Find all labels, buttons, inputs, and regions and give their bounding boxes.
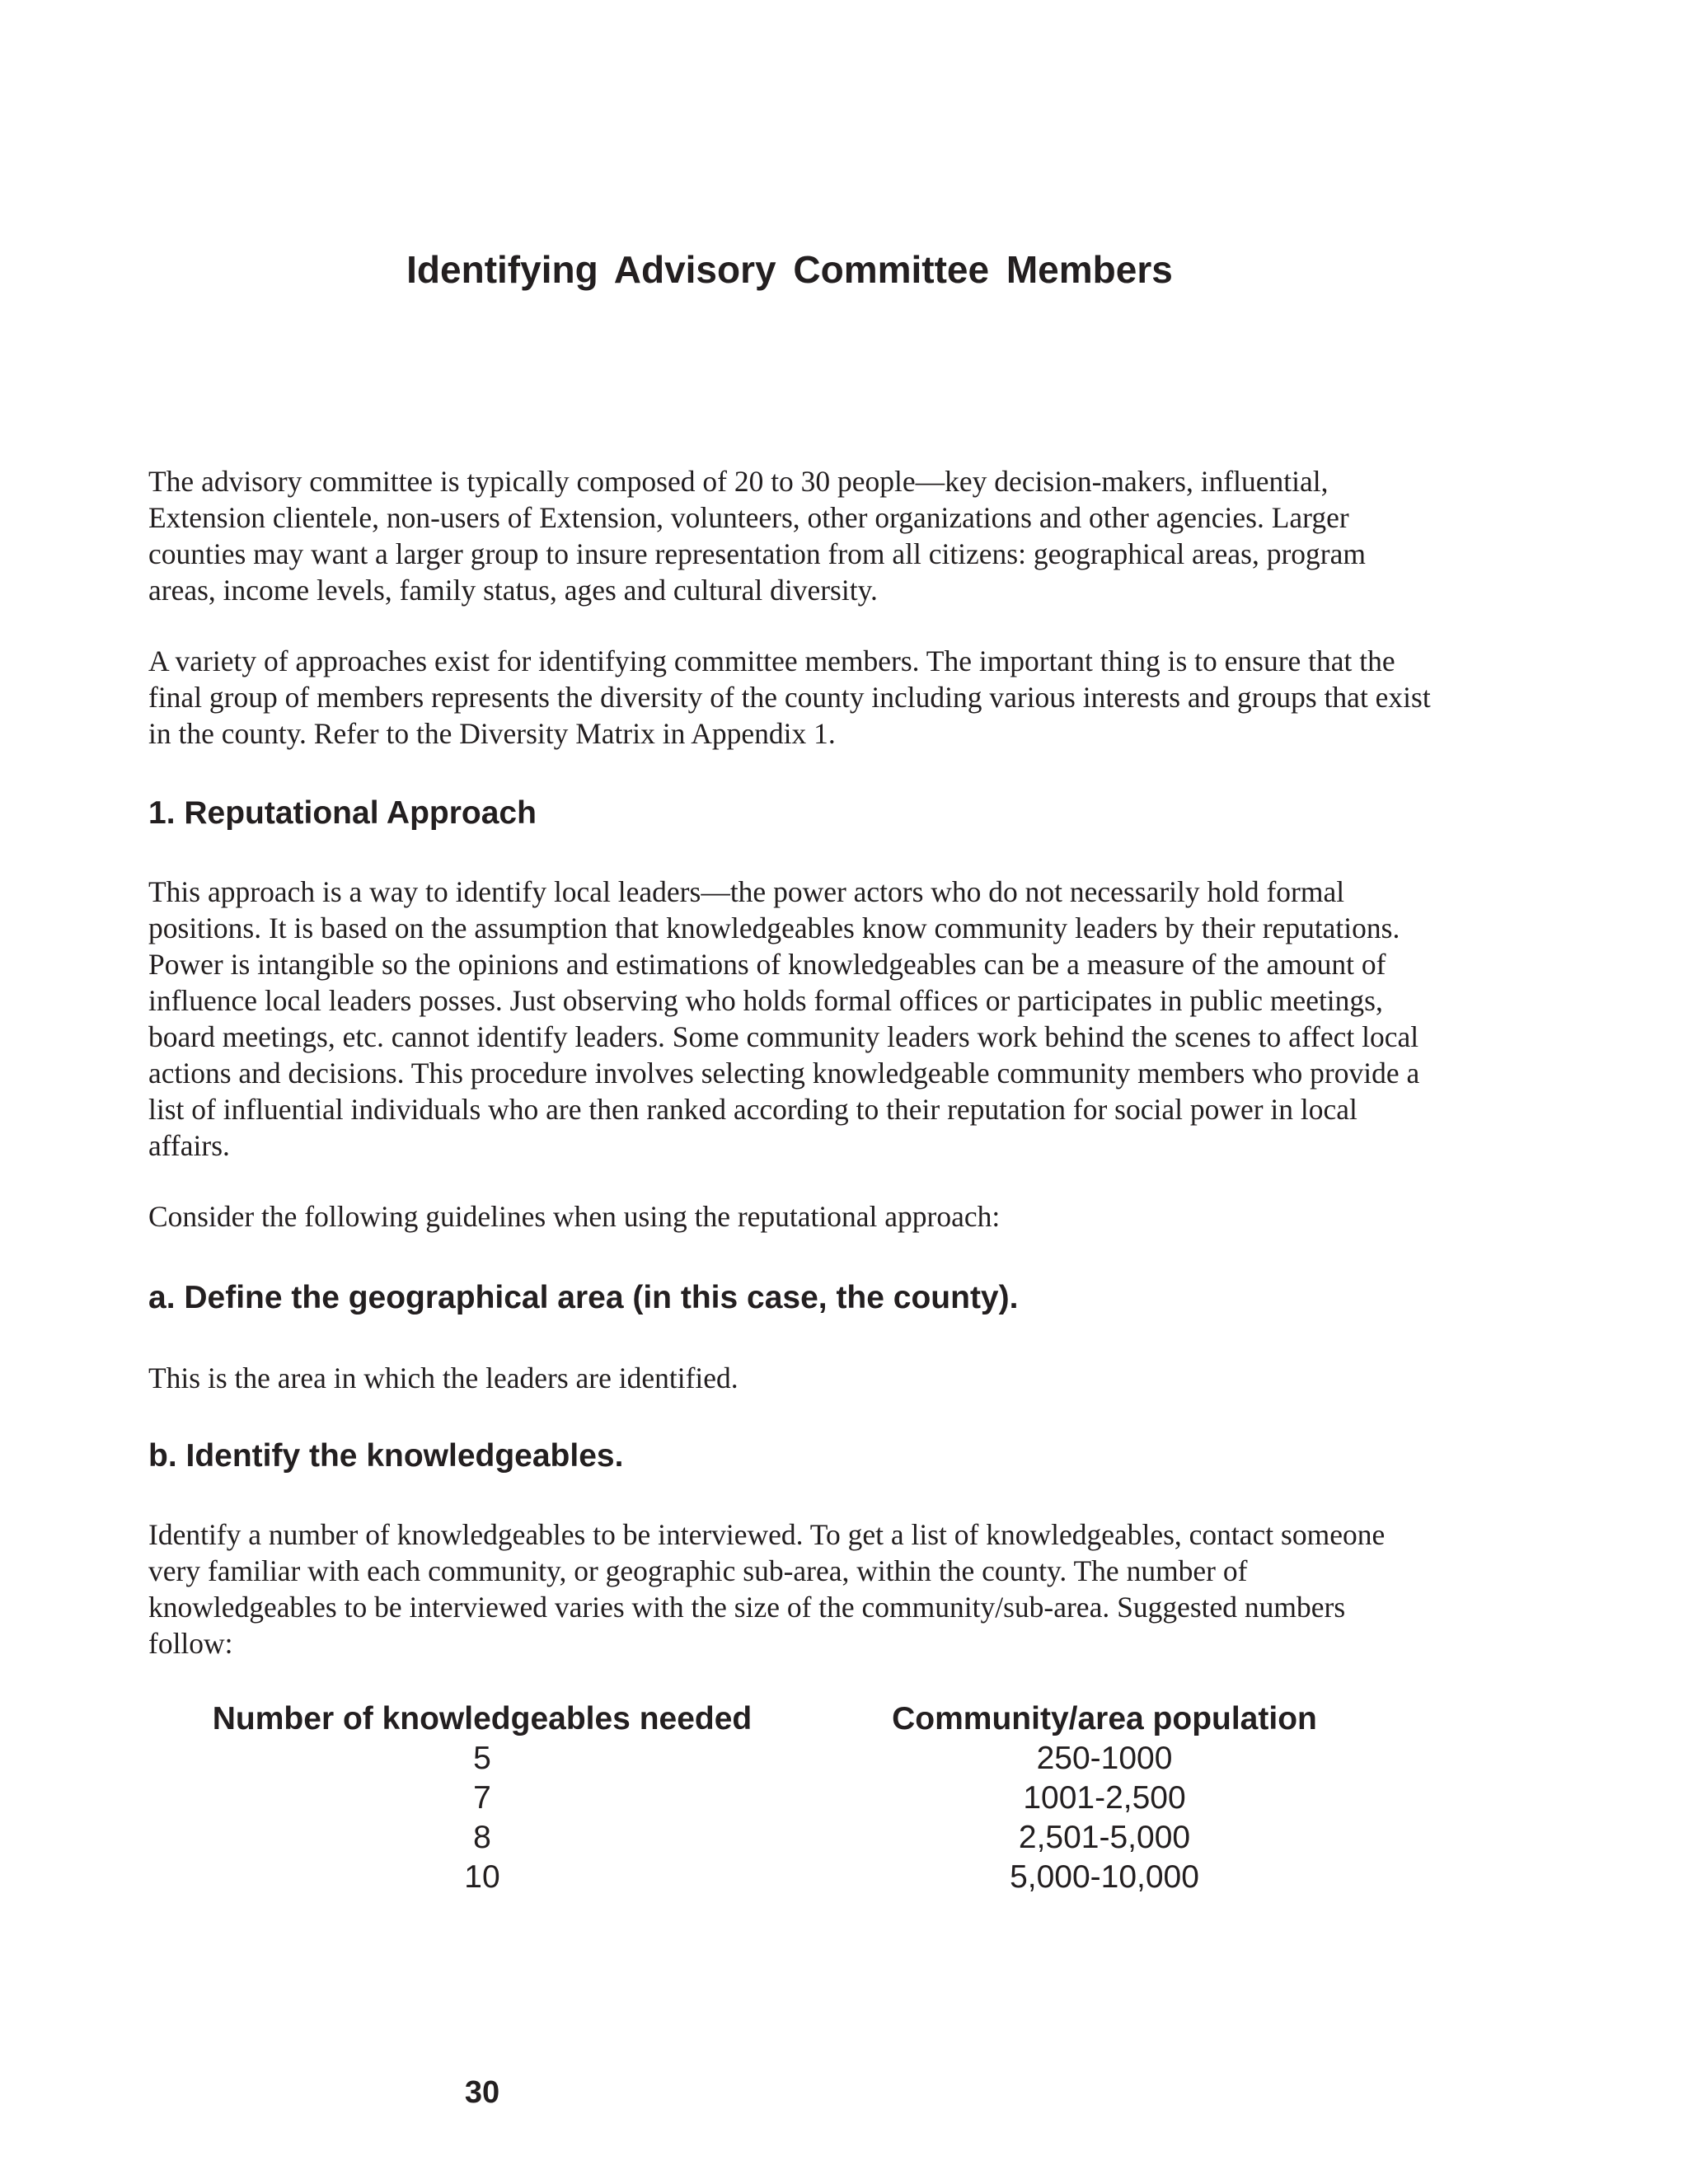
- step-a-heading: a. Define the geographical area (in this case, the county).: [148, 1280, 1019, 1315]
- page-title: Identifying Advisory Committee Members: [406, 248, 1173, 291]
- step-a-paragraph: This is the area in which the leaders are identified.: [148, 1361, 738, 1394]
- table-cell-knowledgeables: 7: [473, 1780, 491, 1816]
- step-b-paragraph: Identify a number of knowledgeables to be interviewed. To get a list of knowledgeables, contact someone very familiar with each community, or geographic sub-area, within the county. The number of knowledgeables to be interviewed varies with the size of the community/sub-area. Suggested numbers follow:: [148, 1518, 1386, 1660]
- table-cell-knowledgeables: 5: [473, 1741, 491, 1776]
- table-cell-population: 5,000-10,000: [1010, 1859, 1199, 1895]
- section-heading-reputational-approach: 1. Reputational Approach: [148, 795, 537, 831]
- reputational-approach-paragraph: This approach is a way to identify local leaders—the power actors who do not necessarily hold formal positions. It is based on the assumption that knowledgeables know community leaders by their reputations. Power is intangible so the opinions and estimations of knowledgeables can be a measure of the amount of influence local leaders posses. Just observing who holds formal offices or participates in public meetings, board meetings, etc. cannot identify leaders. Some community leaders work behind the scenes to affect local actions and decisions. This procedure involves selecting knowledgeable community members who provide a list of influential individuals who are then ranked according to their reputation for social power in local affairs.: [148, 875, 1420, 1162]
- intro-paragraph-2: A variety of approaches exist for identifying committee members. The important thing is to ensure that the final group of members represents the diversity of the county including various interests and groups that exist in the county. Refer to the Diversity Matrix in Appendix 1.: [148, 644, 1431, 750]
- table-header-knowledgeables: Number of knowledgeables needed: [212, 1701, 753, 1736]
- table-cell-population: 2,501-5,000: [1018, 1820, 1191, 1855]
- table-header-population: Community/area population: [892, 1701, 1317, 1736]
- step-b-heading: b. Identify the knowledgeables.: [148, 1438, 624, 1474]
- guidelines-intro: Consider the following guidelines when using the reputational approach:: [148, 1200, 1001, 1233]
- table-cell-population: 1001-2,500: [1023, 1780, 1186, 1816]
- page-number: 30: [464, 2075, 500, 2110]
- table-cell-knowledgeables: 10: [464, 1859, 500, 1895]
- intro-paragraph-1: The advisory committee is typically composed of 20 to 30 people—key decision-makers, influential, Extension clientele, non-users of Extension, volunteers, other organizations and other agencies. Larger counties may want a larger group to insure representation from all citizens: geographical areas, program areas, income levels, family status, ages and cultural diversity.: [148, 465, 1366, 607]
- table-cell-population: 250-1000: [1036, 1741, 1173, 1776]
- table-cell-knowledgeables: 8: [473, 1820, 491, 1855]
